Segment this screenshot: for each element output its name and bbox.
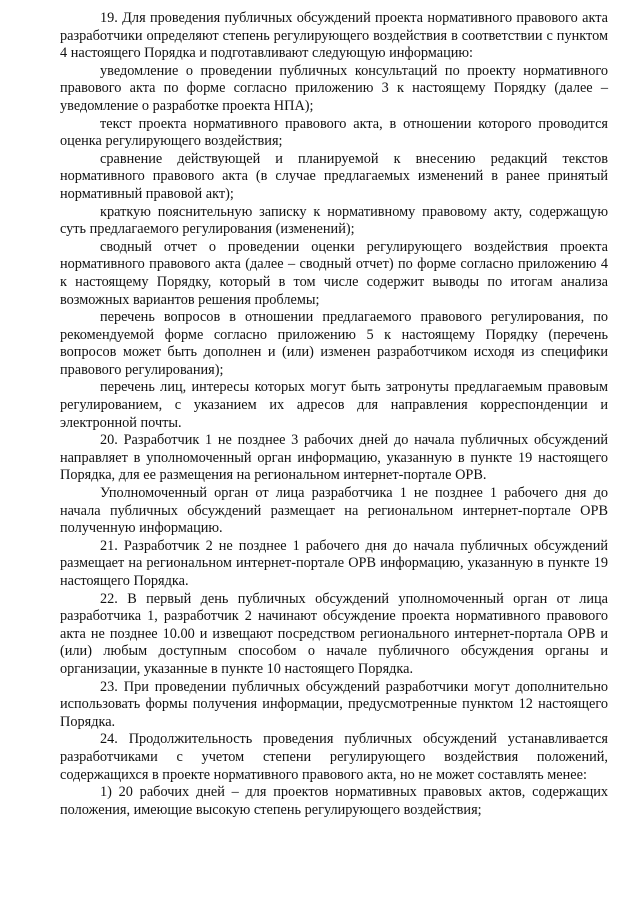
paragraph-20: 20. Разработчик 1 не позднее 3 рабочих дней до начала публичных обсуждений направляет в уполномоченный орган информацию, указанную в пункте 19 настоящего Порядка, для ее размещения на региональном интернет-портале ОРВ. <box>60 432 608 484</box>
paragraph-24: 24. Продолжительность проведения публичных обсуждений устанавливается разработчиками с учетом степени регулирующего воздействия положений, содержащихся в проекте нормативного правового акта, но не может составлять менее: <box>60 731 608 783</box>
list-item-comparison: сравнение действующей и планируемой к внесению редакций текстов нормативного правового акта (в случае предлагаемых изменений в ранее принятый нормативный правовой акт); <box>60 150 608 202</box>
paragraph-20-authority: Уполномоченный орган от лица разработчика 1 не позднее 1 рабочего дня до начала публичных обсуждений размещает на региональном интернет-портале ОРВ полученную информацию. <box>60 485 608 537</box>
list-item-questions: перечень вопросов в отношении предлагаемого правового регулирования, по рекомендуемой форме согласно приложению 5 к настоящему Порядку (перечень вопросов может быть дополнен и (или) изменен разработчиком исходя из специфики правового регулирования); <box>60 309 608 378</box>
paragraph-22: 22. В первый день публичных обсуждений уполномоченный орган от лица разработчика 1, разработчик 2 начинают обсуждение проекта нормативного правового акта не позднее 10.00 и извещают посредством регионального интернет-портала ОРВ и (или) любым доступным способом о начале публичного обсуждения органы и организации, указанные в пункте 10 настоящего Порядка. <box>60 590 608 677</box>
paragraph-23: 23. При проведении публичных обсуждений разработчики могут дополнительно использовать формы получения информации, предусмотренные пунктом 12 настоящего Порядка. <box>60 678 608 730</box>
list-item-explanatory-note: краткую пояснительную записку к нормативному правовому акту, содержащую суть предлагаемого регулирования (изменений); <box>60 203 608 238</box>
paragraph-21: 21. Разработчик 2 не позднее 1 рабочего дня до начала публичных обсуждений размещает на региональном интернет-портале ОРВ информацию, указанную в пункте 19 настоящего Порядка. <box>60 537 608 589</box>
document-page <box>60 10 608 819</box>
paragraph-19: 19. Для проведения публичных обсуждений проекта нормативного правового акта разработчики определяют степень регулирующего воздействия в соответствии с пунктом 4 настоящего Порядка и подготавливают следующую информацию: <box>60 10 608 62</box>
list-item-notification: уведомление о проведении публичных консультаций по проекту нормативного правового акта по форме согласно приложению 3 к настоящему Порядку (далее – уведомление о разработке проекта НПА); <box>60 62 608 114</box>
list-item-persons: перечень лиц, интересы которых могут быть затронуты предлагаемым правовым регулированием, с указанием их адресов для направления корреспонденции и электронной почты. <box>60 379 608 431</box>
paragraph-24-item-1: 1) 20 рабочих дней – для проектов нормативных правовых актов, содержащих положения, имеющие высокую степень регулирующего воздействия; <box>60 784 608 818</box>
list-item-draft-text: текст проекта нормативного правового акта, в отношении которого проводится оценка регулирующего воздействия; <box>60 115 608 150</box>
list-item-summary-report: сводный отчет о проведении оценки регулирующего воздействия проекта нормативного правового акта (далее – сводный отчет) по форме согласно приложению 4 к настоящему Порядку, который в том числе содержит выводы по итогам анализа возможных вариантов решения проблемы; <box>60 238 608 308</box>
